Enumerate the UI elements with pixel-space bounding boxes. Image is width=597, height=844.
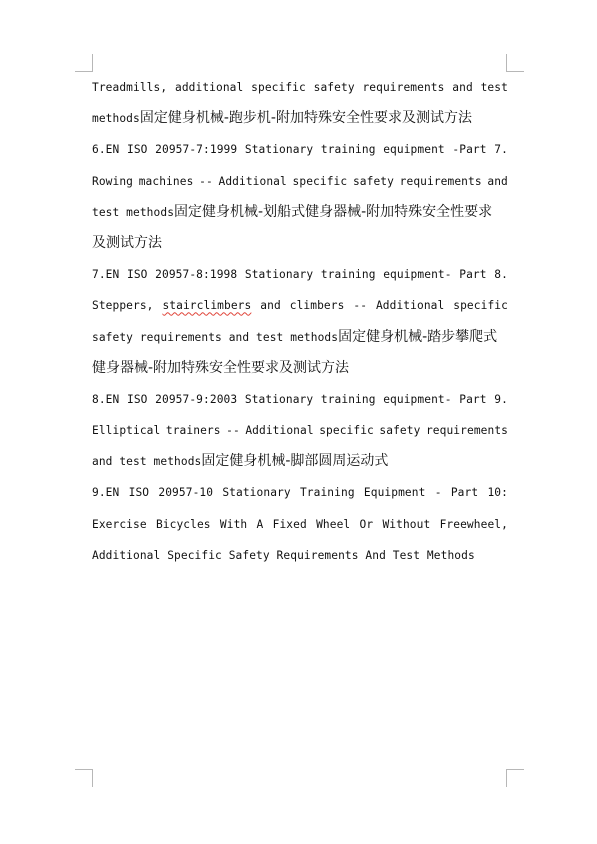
word: training <box>320 143 376 157</box>
text-line <box>92 415 508 446</box>
word: Treadmills, <box>92 81 168 94</box>
text-line <box>92 134 508 165</box>
word: and <box>260 299 281 313</box>
word: specific <box>319 424 374 438</box>
text-line <box>92 166 508 197</box>
word: Part <box>459 268 487 282</box>
word: machines <box>138 174 194 188</box>
word: additional <box>175 81 244 94</box>
english-text: and test methods <box>92 455 202 469</box>
word: - <box>434 486 442 500</box>
text-line <box>92 353 508 384</box>
word: Rowing <box>92 174 134 188</box>
word: training <box>320 392 376 406</box>
word: Without <box>382 517 431 531</box>
word: Exercise <box>92 517 147 531</box>
word: equipment- <box>383 392 452 406</box>
word: equipment- <box>383 268 452 282</box>
word: Elliptical <box>92 424 161 438</box>
word: Part <box>450 486 479 500</box>
bottom-left-margin-mark <box>75 769 93 787</box>
word: Stationary <box>244 268 314 282</box>
word: ISO <box>127 268 148 282</box>
word: 20957-8:1998 <box>155 268 238 282</box>
word: 9.EN <box>92 486 120 500</box>
word: Equipment <box>363 486 426 500</box>
word: trainers <box>165 424 221 438</box>
word: ISO <box>128 486 150 500</box>
word: Additional <box>218 174 287 188</box>
english-text: methods <box>92 112 140 126</box>
word: -- <box>353 299 368 313</box>
word: specific <box>292 174 348 188</box>
word: 20957-10 <box>158 486 214 500</box>
english-text: Additional Specific Safety Requirements And Test Methods <box>92 548 475 562</box>
word: -Part <box>452 143 487 157</box>
chinese-text: 及测试方法 <box>92 234 162 251</box>
top-right-margin-mark <box>506 54 524 72</box>
text-line <box>92 228 508 259</box>
word: Freewheel, <box>439 517 508 531</box>
word: 10: <box>487 486 508 500</box>
english-text: safety requirements and test methods <box>92 330 339 344</box>
word: 20957-7:1999 <box>155 143 238 157</box>
word: requirements <box>399 174 482 188</box>
word: Training <box>299 486 355 500</box>
english-text: test methods <box>92 205 175 219</box>
word: and <box>487 174 508 188</box>
word: Wheel <box>316 517 351 531</box>
document-body[interactable] <box>92 72 508 571</box>
word: Bicycles <box>155 517 211 531</box>
word: equipment <box>383 143 445 157</box>
word: ISO <box>127 143 148 157</box>
spellcheck-flagged-word[interactable]: stairclimbers <box>162 299 252 313</box>
text-line <box>92 103 508 134</box>
word: -- <box>226 424 240 438</box>
word: test <box>480 81 508 94</box>
word: Additional <box>245 424 314 438</box>
text-line <box>92 259 508 290</box>
chinese-text: 固定健身机械-脚部圆周运动式 <box>201 453 389 470</box>
word: 7. <box>494 143 508 157</box>
word: specific <box>453 299 508 313</box>
word: 8. <box>494 268 508 282</box>
word: Part <box>459 392 487 406</box>
text-line <box>92 384 508 415</box>
word: safety <box>352 174 394 188</box>
word: specific <box>251 81 306 94</box>
word: training <box>320 268 376 282</box>
word: -- <box>199 174 213 188</box>
word: safety <box>313 81 355 94</box>
chinese-text: 固定健身机械-跑步机-附加特殊安全性要求及测试方法 <box>139 110 472 127</box>
text-line <box>92 446 508 477</box>
word: climbers <box>289 299 345 313</box>
word: 7.EN <box>92 268 120 282</box>
word: Fixed <box>272 517 307 531</box>
top-left-margin-mark <box>75 54 93 72</box>
word: 20957-9:2003 <box>155 392 238 406</box>
chinese-text: 健身器械-附加特殊安全性要求及测试方法 <box>92 359 350 376</box>
text-line <box>92 197 508 228</box>
word: A <box>256 517 264 531</box>
word: ISO <box>127 392 148 406</box>
text-line <box>92 477 508 508</box>
chinese-text: 固定健身机械-划船式健身器械-附加特殊安全性要求 <box>174 203 493 220</box>
word: Stationary <box>244 392 314 406</box>
word: Stationary <box>222 486 291 500</box>
text-line <box>92 290 508 321</box>
text-line <box>92 509 508 540</box>
word: requirements <box>425 424 508 438</box>
word: 8.EN <box>92 392 120 406</box>
word: Stationary <box>244 143 314 157</box>
chinese-text: 固定健身机械-踏步攀爬式 <box>338 328 498 345</box>
word: and <box>452 81 473 94</box>
bottom-right-margin-mark <box>506 769 524 787</box>
word: requirements <box>362 81 445 94</box>
word: With <box>219 517 248 531</box>
word: 9. <box>494 392 508 406</box>
text-line <box>92 72 508 103</box>
text-line <box>92 322 508 353</box>
word: Or <box>359 517 374 531</box>
text-line <box>92 540 508 571</box>
word: Additional <box>375 299 445 313</box>
word: 6.EN <box>92 143 120 157</box>
word: safety <box>379 424 421 438</box>
word: Steppers, <box>92 299 154 313</box>
